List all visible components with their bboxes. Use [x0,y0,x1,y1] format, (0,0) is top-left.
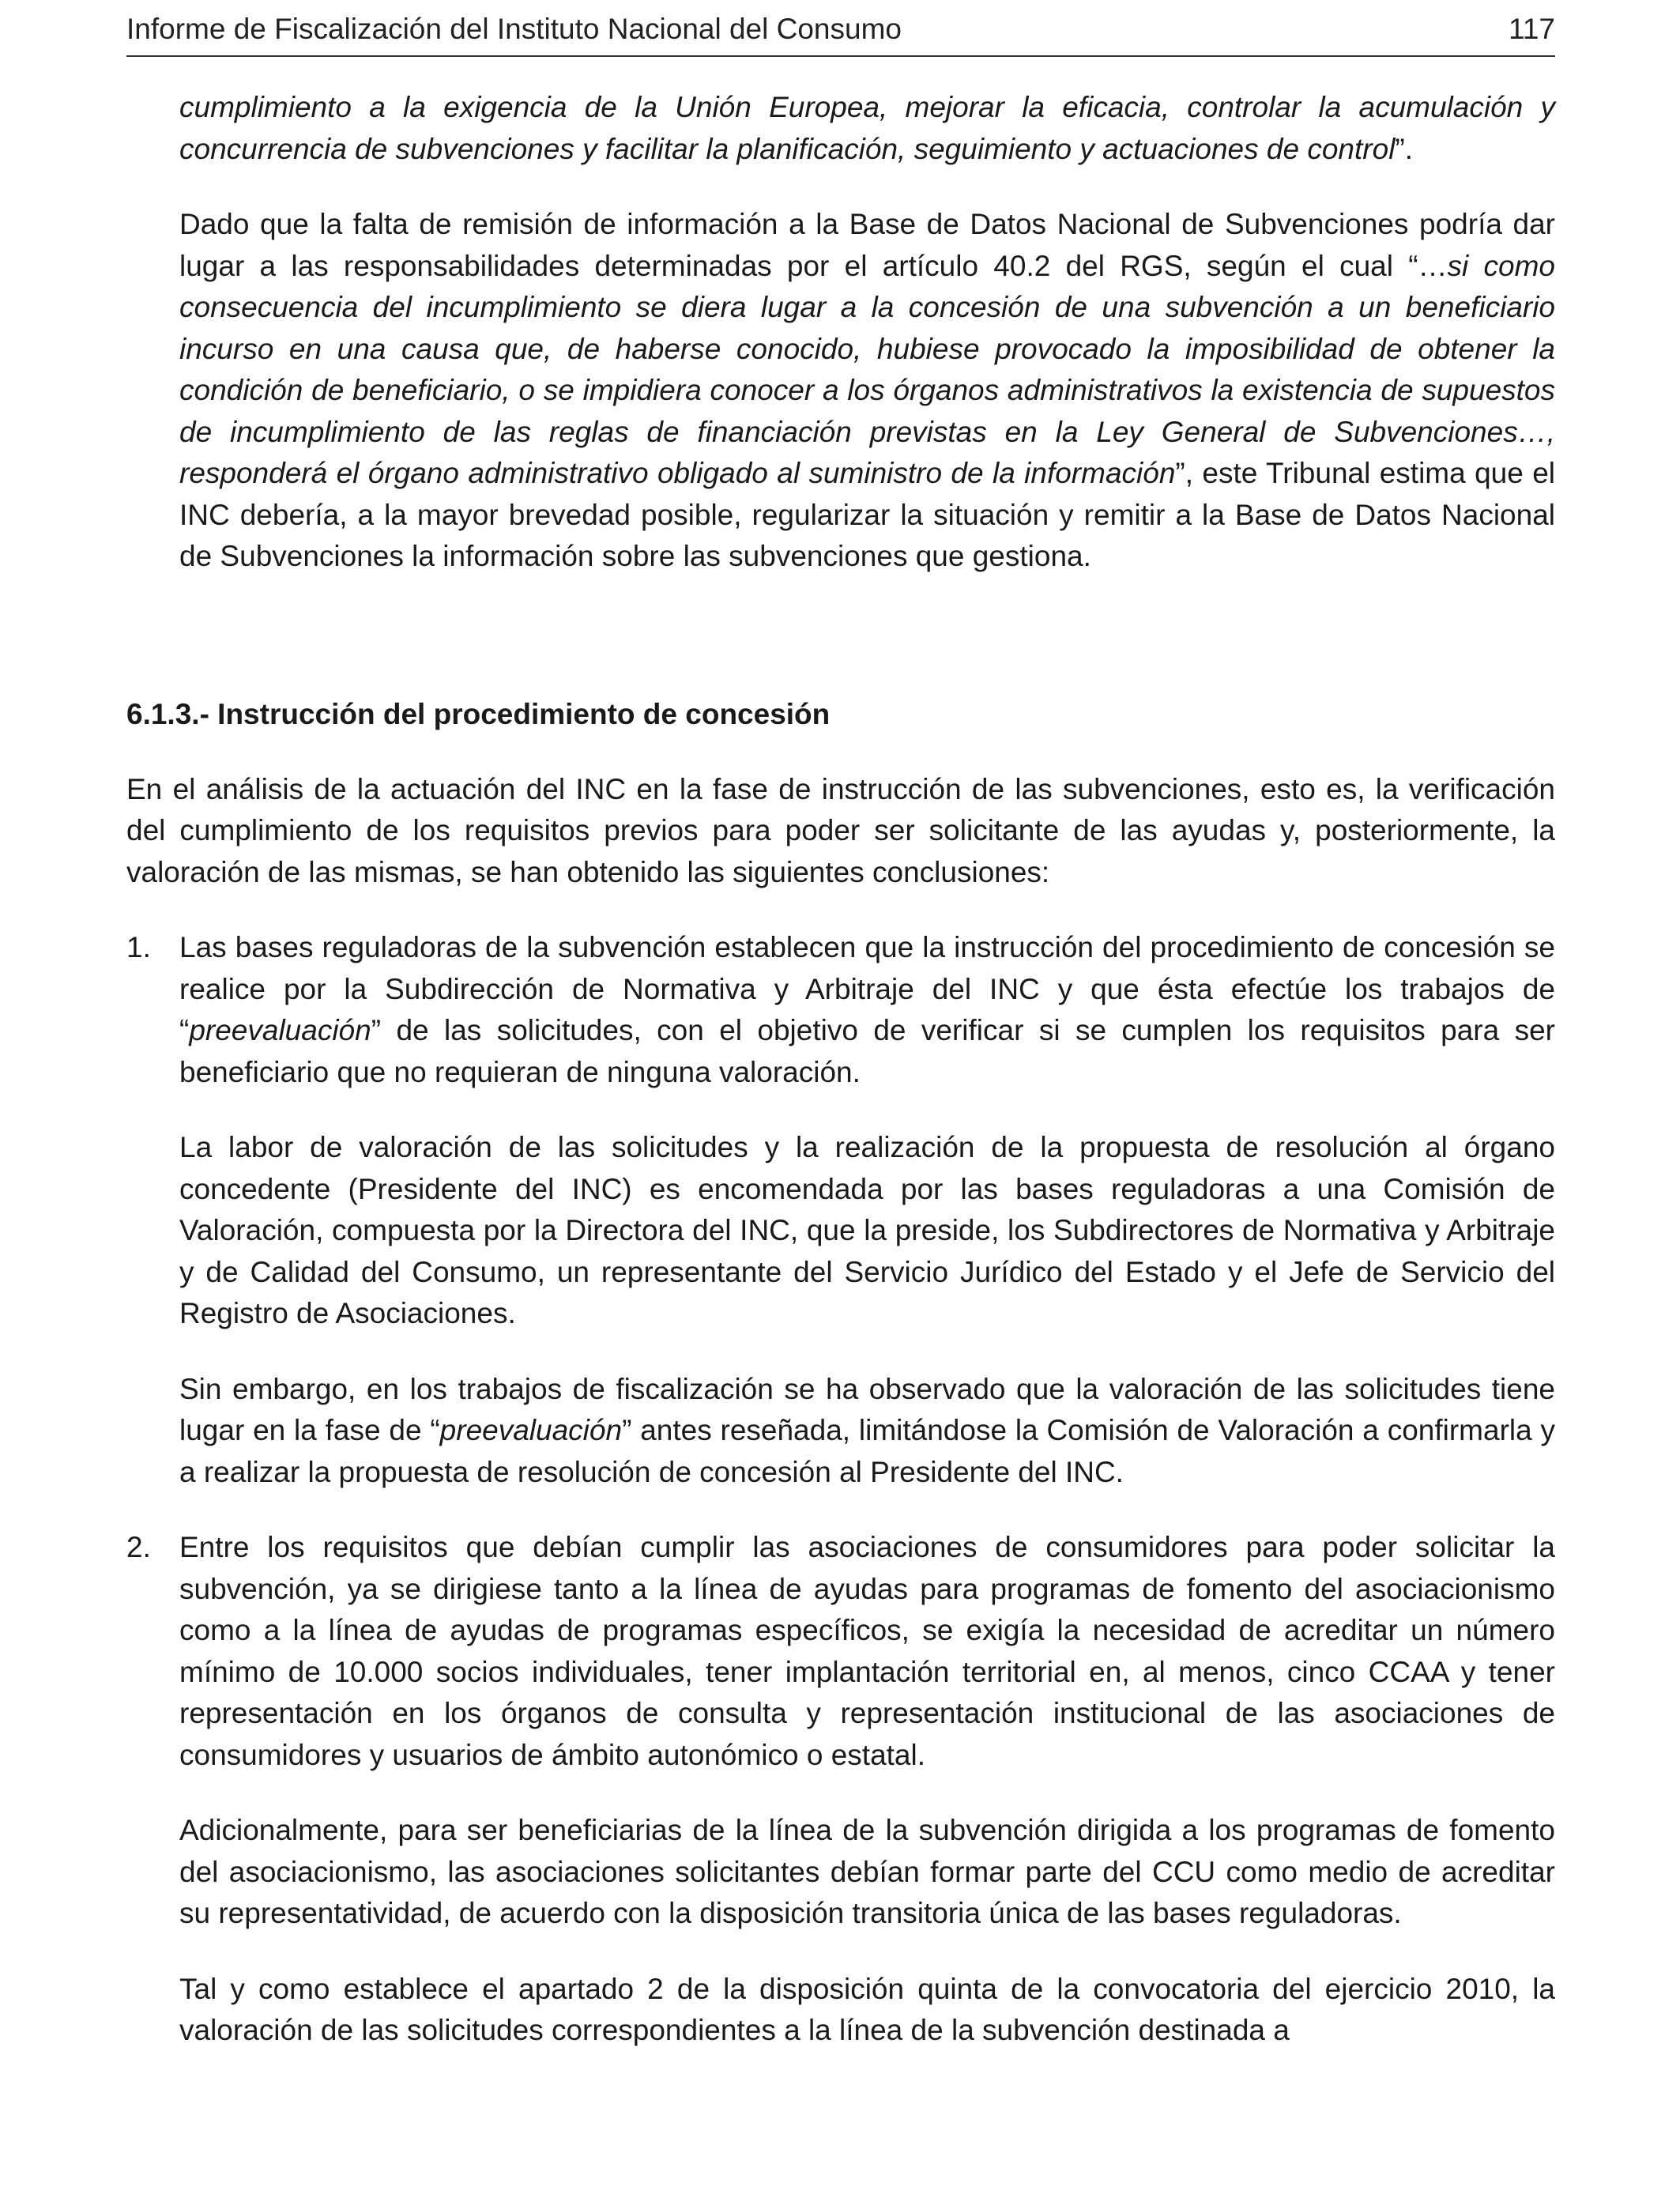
page-number: 117 [1509,13,1555,45]
list-item-2-paragraph-3: Tal y como establece el apartado 2 de la disposición quinta de la convocatoria del ejercicio 2010, la valoración de las solicitudes correspondientes a la línea de la subvención destinada a [179,1972,1555,2046]
text-run: ” de las solicitudes, con el objetivo de verificar si se cumplen los requisitos para ser beneficiario que no requieran de ninguna valoración. [179,1014,1555,1088]
section-heading: 6.1.3.- Instrucción del procedimiento de concesión [126,697,831,730]
quote-continuation-italic: cumplimiento a la exigencia de la Unión Europea, mejorar la eficacia, controlar la acumulación y concurrencia de subvenciones y facilitar la planificación, seguimiento y actuaciones de control [179,91,1555,165]
quote-continuation [179,87,1555,170]
paragraph-responsibilities [179,204,1555,578]
quote-continuation-end: ”. [1395,132,1414,165]
list-item-2 [126,1527,1555,2052]
italic-term: preevaluación [189,1014,371,1046]
text-run: Las bases reguladoras de la subvención establecen que la instrucción del procedimiento de concesión se realice por la Subdirección de Normativa y Arbitraje del INC y que ésta efectúe los trabajos de “ [179,931,1555,1046]
italic-term: preevaluación [439,1414,623,1446]
list-item-1-paragraph-1 [179,927,1555,1093]
list-item-1-paragraph-2: La labor de valoración de las solicitudes y la realización de la propuesta de resolución al órgano concedente (Presidente del INC) es encomendada por las bases reguladoras a una Comisión de Valoración, compuesta por la Directora del INC, que la preside, los Subdirectores de Normativa y Arbitraje y de Calidad del Consumo, un representante del Servicio Jurídico del Estado y el Jefe de Servicio del Registro de Asociaciones. [179,1131,1555,1329]
list-item-2-paragraph-1: Entre los requisitos que debían cumplir las asociaciones de consumidores para poder solicitar la subvención, ya se dirigiese tanto a la línea de ayudas para programas de fomento del asociacionismo como a la línea de ayudas de programas específicos, se exigía la necesidad de acreditar un número mínimo de 10.000 socios individuales, tener implantación territorial en, al menos, cinco CCAA y tener representación en los órganos de consulta y representación institucional de las asociaciones de consumidores y usuarios de ámbito autonómico o estatal. [179,1531,1555,1771]
list-item-1 [126,927,1555,1493]
list-item-number: 1. [126,931,151,963]
list-item-content [179,927,1555,1493]
section-intro: En el análisis de la actuación del INC en la fase de instrucción de las subvenciones, esto es, la verificación del cumplimiento de los requisitos previos para poder ser solicitante de las ayudas y, posteriormente, la valoración de las mismas, se han obtenido las siguientes conclusiones: [126,772,1555,888]
paragraph-responsibilities-quote: si como consecuencia del incumplimiento se diera lugar a la concesión de una subvención a un beneficiario incurso en una causa que, de haberse conocido, hubiese provocado la imposibilidad de obtener la condición de beneficiario, o se impidiera conocer a los órganos administrativos la existencia de supuestos de incumplimiento de las reglas de financiación previstas en la Ley General de Subvenciones…, responderá el órgano administrativo obligado al suministro de la información [179,249,1555,489]
list-item-content [179,1527,1555,2052]
paragraph-responsibilities-outro: ”, este Tribunal estima que el INC debería, a la mayor brevedad posible, regularizar la situación y remitir a la Base de Datos Nacional de Subvenciones la información sobre las subvenciones que gestiona. [179,457,1555,572]
running-header [126,9,1555,57]
list-item-2-paragraph-2: Adicionalmente, para ser beneficiarias de la línea de la subvención dirigida a los programas de fomento del asociacionismo, las asociaciones solicitantes debían formar parte del CCU como medio de acreditar su representatividad, de acuerdo con la disposición transitoria única de las bases reguladoras. [179,1814,1555,1929]
text-run: ” antes reseñada, limitándose la Comisión de Valoración a confirmarla y a realizar la propuesta de resolución de concesión al Presidente del INC. [179,1414,1555,1488]
list-item-1-paragraph-3 [179,1369,1555,1494]
body-text [126,87,1555,2052]
list-item-number: 2. [126,1531,151,1563]
document-title: Informe de Fiscalización del Instituto Nacional del Consumo [126,13,902,45]
text-run: Sin embargo, en los trabajos de fiscalización se ha observado que la valoración de las solicitudes tiene lugar en la fase de “ [179,1372,1555,1446]
paragraph-responsibilities-intro: Dado que la falta de remisión de información a la Base de Datos Nacional de Subvenciones podría dar lugar a las responsabilidades determinadas por el artículo 40.2 del RGS, según el cual “… [179,208,1555,282]
